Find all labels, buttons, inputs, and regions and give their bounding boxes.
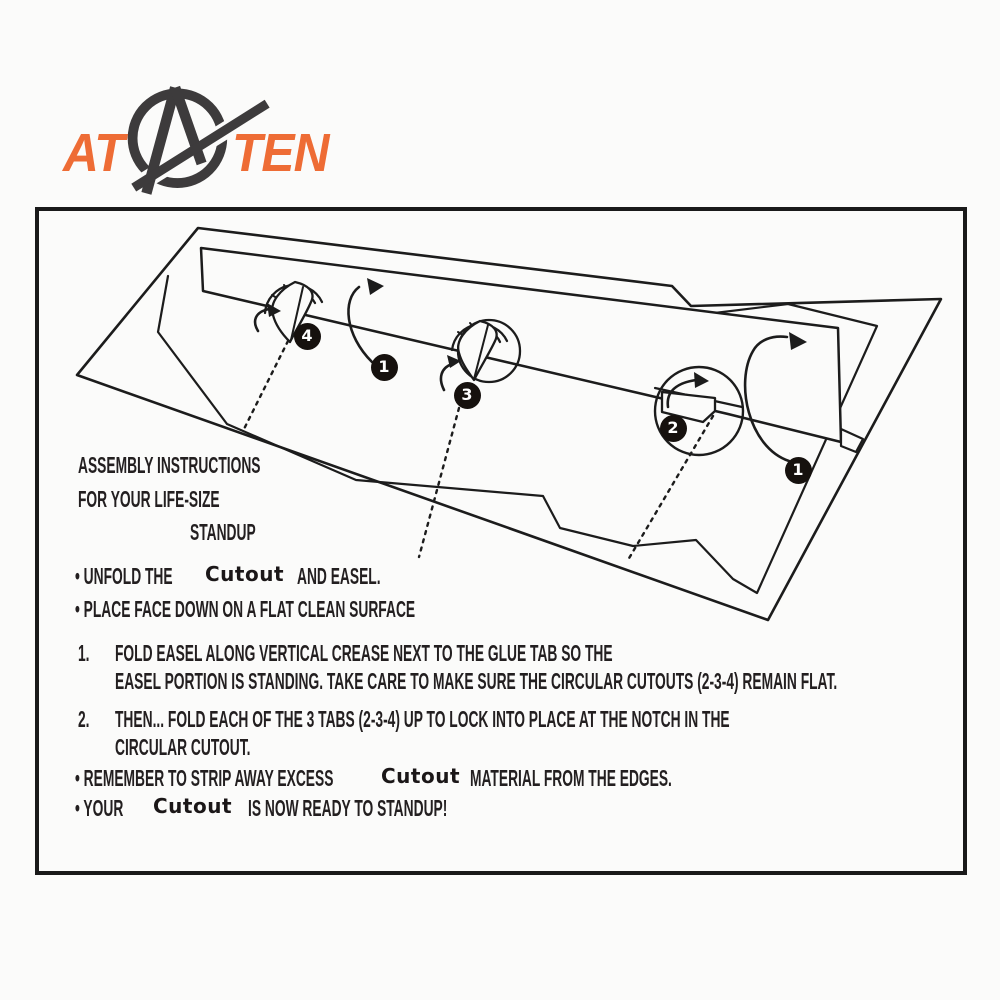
bullet-ready-post: IS NOW READY TO STANDUP! [248, 795, 448, 821]
bullet-unfold-pre: • UNFOLD THE [75, 563, 173, 589]
step-badge-4: 4 [294, 323, 321, 350]
step-badge-2: 2 [660, 415, 687, 442]
brand-word-cutout-2: Cutout [381, 764, 461, 788]
step-badge-3: 3 [454, 382, 481, 409]
bullet-strip-away-pre: • REMEMBER TO STRIP AWAY EXCESS [75, 765, 334, 791]
step-badge-1: 1 [371, 354, 398, 381]
step1-line-2: EASEL PORTION IS STANDING. TAKE CARE TO MAKE SURE THE CIRCULAR CUTOUTS (2-3-4) REMAIN FLAT. [115, 668, 838, 694]
heading-line-2: FOR YOUR LIFE-SIZE [78, 486, 220, 512]
bullet-place-face-down: • PLACE FACE DOWN ON A FLAT CLEAN SURFACE [75, 596, 416, 622]
step2-line-2: CIRCULAR CUTOUT. [115, 734, 251, 760]
brand-word-cutout-3: Cutout [153, 794, 233, 818]
bullet-ready-pre: • YOUR [75, 795, 124, 821]
step1-line-1: FOLD EASEL ALONG VERTICAL CREASE NEXT TO THE GLUE TAB SO THE [115, 640, 613, 666]
step2-line-1: THEN... FOLD EACH OF THE 3 TABS (2-3-4) UP TO LOCK INTO PLACE AT THE NOTCH IN THE [115, 706, 730, 732]
step2-number: 2. [78, 706, 90, 732]
logo-text-at: AT [63, 123, 124, 183]
step-badge-1: 1 [785, 457, 812, 484]
brand-word-cutout-1: Cutout [205, 562, 285, 586]
bullet-unfold-post: AND EASEL. [297, 563, 381, 589]
heading-line-1: ASSEMBLY INSTRUCTIONS [78, 452, 261, 478]
heading-line-3: STANDUP [190, 519, 256, 545]
step1-number: 1. [78, 640, 90, 666]
logo-text-ten: TEN [232, 123, 329, 183]
bullet-strip-away-post: MATERIAL FROM THE EDGES. [470, 765, 672, 791]
